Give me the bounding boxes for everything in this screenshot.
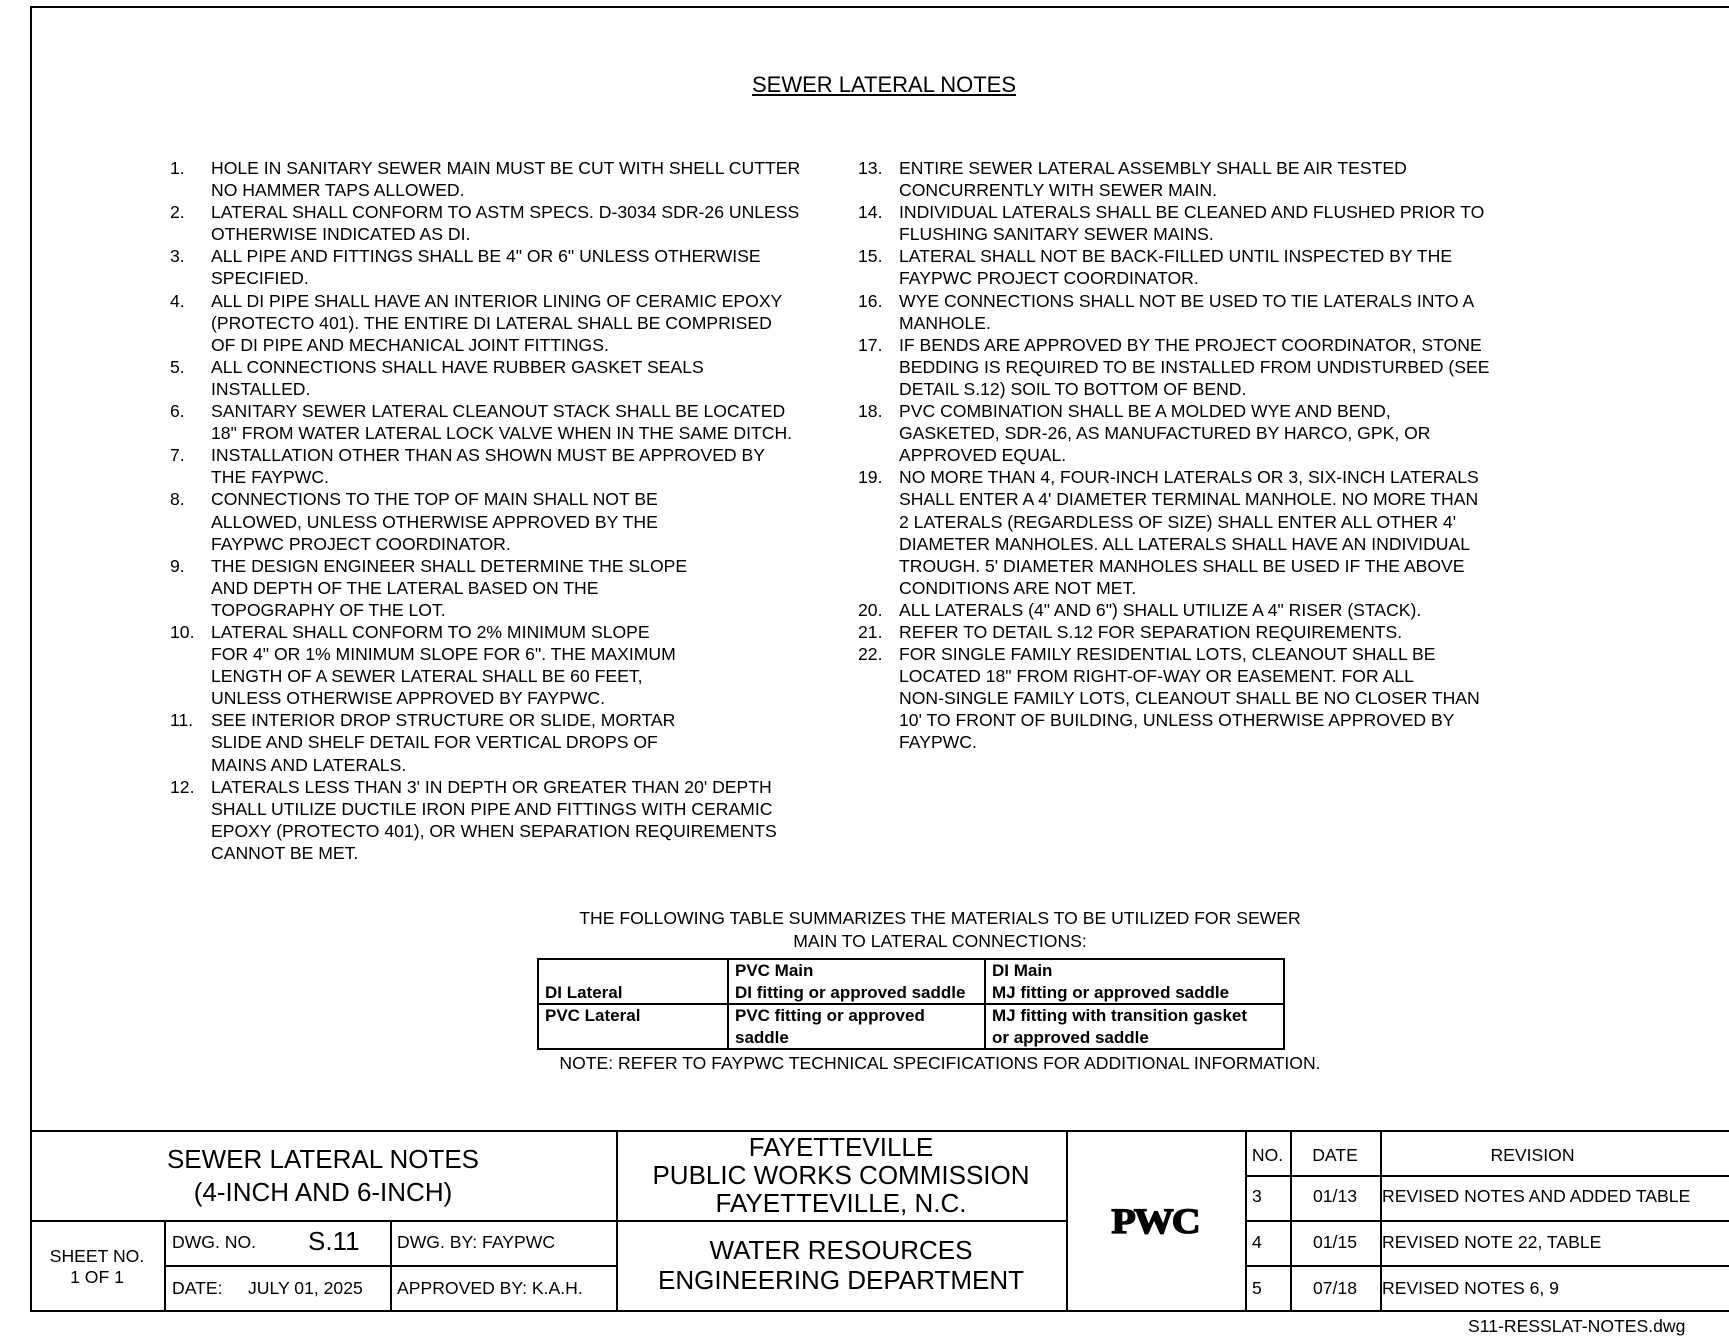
note-text: INDIVIDUAL LATERALS SHALL BE CLEANED AND FLUSHED PRIOR TO FLUSHING SANITARY SEWER MAINS. [899,202,1485,245]
revision-no: 4 [1252,1232,1262,1252]
revision-date: 07/18 [1312,1278,1358,1298]
note-text: INSTALLATION OTHER THAN AS SHOWN MUST BE APPROVED BY THE FAYPWC. [211,445,765,488]
note-number: 19. [858,467,883,488]
revision-description: REVISED NOTE 22, TABLE [1382,1232,1602,1252]
title-block-divider [164,1220,166,1311]
table-cell: DI fitting or approved saddle [728,982,985,1005]
note-item [170,776,840,864]
note-text: ALL PIPE AND FITTINGS SHALL BE 4" OR 6" UNLESS OTHERWISE SPECIFIED. [211,246,761,289]
dwg-no-label: DWG. NO. [172,1232,257,1252]
page-title: SEWER LATERAL NOTES [751,72,1017,97]
revision-date-header: DATE [1312,1145,1358,1165]
note-number: 11. [170,710,194,731]
material-table [537,958,1285,1050]
note-number: 16. [858,290,883,311]
note-number: 4. [170,290,185,311]
note-text: CONNECTIONS TO THE TOP OF MAIN SHALL NOT BE ALLOWED, UNLESS OTHERWISE APPROVED BY THE FAYPWC PROJECT COORDINATOR. [211,489,658,554]
note-number: 13. [858,158,883,178]
table-cell: PVC Lateral [538,1004,728,1049]
note-item [170,709,840,775]
note-item [858,201,1528,245]
note-number: 20. [858,599,883,620]
note-text: SEE INTERIOR DROP STRUCTURE OR SLIDE, MORTAR SLIDE AND SHELF DETAIL FOR VERTICAL DROPS OF MAINS AND LATERALS. [211,710,676,775]
table-cell: PVC fitting or approved saddle [728,1004,985,1049]
drawing-title: SEWER LATERAL NOTES (4-INCH AND 6-INCH) [166,1144,480,1207]
date-value: JULY 01, 2025 [248,1278,363,1298]
note-text: IF BENDS ARE APPROVED BY THE PROJECT COORDINATOR, STONE BEDDING IS REQUIRED TO BE INSTALLED FROM UNDISTURBED (SEE DETAIL S.12) SOIL TO BOTTOM OF BEND. [899,334,1490,399]
note-text: SANITARY SEWER LATERAL CLEANOUT STACK SHALL BE LOCATED 18" FROM WATER LATERAL LOCK VALVE WHEN IN THE SAME DITCH. [211,401,793,444]
note-text: ALL DI PIPE SHALL HAVE AN INTERIOR LINING OF CERAMIC EPOXY (PROTECTO 401). THE ENTIRE DI LATERAL SHALL BE COMPRISED OF DI PIPE AND MECHANICAL JOINT FITTINGS. [211,290,783,355]
note-number: 7. [170,445,185,466]
note-item [170,444,840,488]
note-item [858,643,1528,753]
revision-divider [1245,1175,1729,1177]
note-item [170,157,840,201]
title-block-divider [30,1220,616,1222]
note-text: LATERAL SHALL CONFORM TO 2% MINIMUM SLOPE FOR 4" OR 1% MINIMUM SLOPE FOR 6". THE MAXIMUM LENGTH OF A SEWER LATERAL SHALL BE 60 FEET, UNLESS OTHERWISE APPROVED BY FAYPWC. [211,621,676,709]
note-text: PVC COMBINATION SHALL BE A MOLDED WYE AND BEND, GASKETED, SDR-26, AS MANUFACTURED BY HARCO, GPK, OR APPROVED EQUAL. [899,401,1431,466]
revision-divider [1245,1265,1729,1267]
note-number: 21. [858,621,883,642]
note-text: ALL LATERALS (4" AND 6") SHALL UTILIZE A 4" RISER (STACK). [899,599,1422,620]
revision-header: REVISION [1490,1145,1575,1165]
note-item [170,290,840,356]
note-item [170,245,840,289]
revision-description: REVISED NOTES AND ADDED TABLE [1382,1186,1691,1206]
note-item [858,400,1528,466]
logo-text: PWC [1111,1204,1199,1242]
note-item [170,621,840,709]
note-text: LATERALS LESS THAN 3' IN DEPTH OR GREATER THAN 20' DEPTH SHALL UTILIZE DUCTILE IRON PIPE AND FITTINGS WITH CERAMIC EPOXY (PROTECTO 401), OR WHEN SEPARATION REQUIREMENTS CANNOT BE MET. [211,776,777,863]
table-header-cell: PVC Main [728,959,985,982]
note-item [858,334,1528,400]
revision-divider [1245,1220,1729,1222]
pwc-logo [1085,1204,1225,1247]
table-row [538,982,1284,1005]
note-text: NO MORE THAN 4, FOUR-INCH LATERALS OR 3, SIX-INCH LATERALS SHALL ENTER A 4' DIAMETER TERMINAL MANHOLE. NO MORE THAN 2 LATERALS (REGARDLESS OF SIZE) SHALL ENTER ALL OTHER 4' DIAMETER MANHOLES. ALL LATERALS SHALL HAVE AN INDIVIDUAL TROUGH. 5' DIAMETER MANHOLES SHALL BE USED IF THE ABOVE CONDITIONS ARE NOT MET. [899,467,1479,598]
table-row [538,1004,1284,1049]
note-item [858,599,1528,621]
revision-no-header: NO. [1251,1145,1284,1165]
note-number: 3. [170,246,185,267]
table-cell: MJ fitting with transition gasket or approved saddle [985,1004,1284,1049]
note-item [170,555,840,621]
note-item [858,621,1528,643]
note-number: 9. [170,555,185,576]
note-text: FOR SINGLE FAMILY RESIDENTIAL LOTS, CLEANOUT SHALL BE LOCATED 18" FROM RIGHT-OF-WAY OR EASEMENT. FOR ALL NON-SINGLE FAMILY LOTS, CLEANOUT SHALL BE NO CLOSER THAN 10' TO FRONT OF BUILDING, UNLESS OTHERWISE APPROVED BY FAYPWC. [899,644,1480,753]
note-text: ALL CONNECTIONS SHALL HAVE RUBBER GASKET SEALS INSTALLED. [211,356,704,399]
date-label: DATE: [172,1278,223,1298]
notes-left-column [170,157,840,864]
title-block-divider [616,1220,1066,1222]
note-number: 5. [170,356,185,377]
note-number: 8. [170,489,185,510]
table-header-cell [538,959,728,982]
note-number: 17. [858,334,883,355]
table-header-row [538,959,1284,982]
table-intro: THE FOLLOWING TABLE SUMMARIZES THE MATERIALS TO BE UTILIZED FOR SEWER MAIN TO LATERAL CONNECTIONS: [579,908,1301,951]
note-number: 14. [858,202,883,223]
note-item [170,356,840,400]
note-item [858,290,1528,334]
department-name: WATER RESOURCES ENGINEERING DEPARTMENT [658,1235,1024,1295]
note-text: WYE CONNECTIONS SHALL NOT BE USED TO TIE LATERALS INTO A MANHOLE. [899,290,1475,333]
file-name: S11-RESSLAT-NOTES.dwg [1468,1316,1686,1336]
note-text: LATERAL SHALL NOT BE BACK-FILLED UNTIL INSPECTED BY THE FAYPWC PROJECT COORDINATOR. [899,246,1453,289]
note-item [170,488,840,554]
table-cell: DI Lateral [538,982,728,1005]
sheet-number: SHEET NO. 1 OF 1 [49,1246,145,1287]
revision-date: 01/13 [1312,1186,1358,1206]
note-item [858,466,1528,599]
note-text: HOLE IN SANITARY SEWER MAIN MUST BE CUT WITH SHELL CUTTER NO HAMMER TAPS ALLOWED. [211,158,801,201]
dwg-no-value: S.11 [308,1226,360,1256]
title-block-divider [390,1220,392,1311]
note-item [170,400,840,444]
note-item [170,201,840,245]
note-text: REFER TO DETAIL S.12 FOR SEPARATION REQUIREMENTS. [899,621,1403,642]
note-text: THE DESIGN ENGINEER SHALL DETERMINE THE SLOPE AND DEPTH OF THE LATERAL BASED ON THE TOPOGRAPHY OF THE LOT. [211,555,688,620]
approved-by: APPROVED BY: K.A.H. [397,1278,583,1298]
note-item [858,157,1528,201]
notes-right-column [858,157,1528,754]
note-number: 12. [170,776,195,797]
organization-name: FAYETTEVILLE PUBLIC WORKS COMMISSION FAYETTEVILLE, N.C. [652,1132,1030,1218]
table-header-cell: DI Main [985,959,1284,982]
revision-no: 5 [1252,1278,1262,1298]
title-block-divider [1066,1130,1068,1311]
note-number: 15. [858,246,883,267]
revision-description: REVISED NOTES 6, 9 [1382,1278,1559,1298]
table-note: NOTE: REFER TO FAYPWC TECHNICAL SPECIFICATIONS FOR ADDITIONAL INFORMATION. [559,1053,1321,1073]
note-number: 10. [170,621,195,642]
note-number: 6. [170,401,185,422]
note-number: 2. [170,202,185,223]
revision-no: 3 [1252,1186,1262,1206]
note-number: 22. [858,644,883,665]
drawn-by: DWG. BY: FAYPWC [397,1232,556,1252]
revision-date: 01/15 [1312,1232,1358,1252]
note-text: ENTIRE SEWER LATERAL ASSEMBLY SHALL BE AIR TESTED CONCURRENTLY WITH SEWER MAIN. [899,158,1407,201]
note-number: 1. [170,158,185,178]
note-text: LATERAL SHALL CONFORM TO ASTM SPECS. D-3034 SDR-26 UNLESS OTHERWISE INDICATED AS DI. [211,202,800,245]
note-item [858,245,1528,289]
note-number: 18. [858,401,883,422]
table-cell: MJ fitting or approved saddle [985,982,1284,1005]
